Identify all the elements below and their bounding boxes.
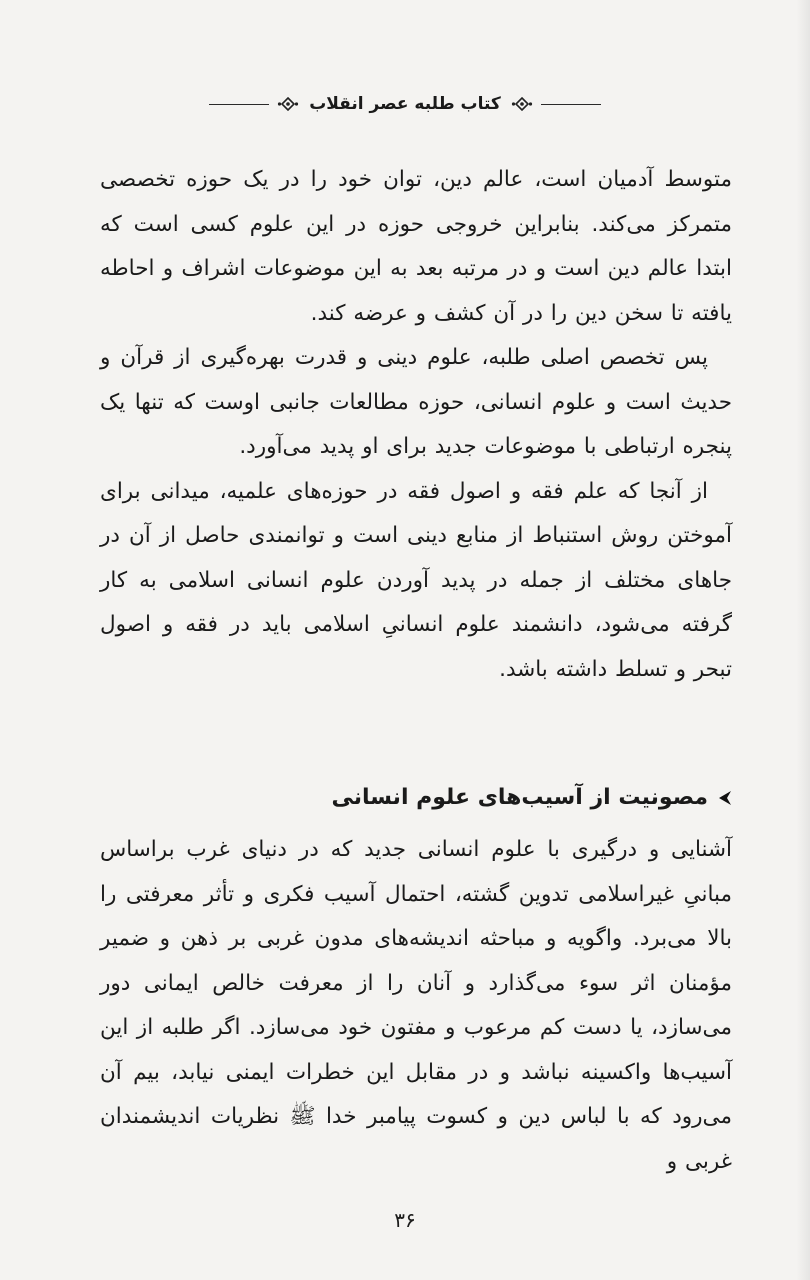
- running-header: [0, 86, 810, 122]
- ornament-icon: [511, 97, 533, 111]
- page-gutter-shadow: [796, 0, 810, 1280]
- paragraph: پس تخصص اصلی طلبه، علوم دینی و قدرت بهره‌گیری از قرآن و حدیث است و علوم انسانی، حوزه مطالعات جانبی اوست که تنها یک پنجره ارتباطی با موضوعات جدید برای او پدید می‌آورد.: [100, 345, 732, 459]
- body-text-section-one: [100, 158, 732, 692]
- running-header-title: کتاب طلبه عصر انقلاب: [309, 94, 501, 114]
- section-heading-text: مصونیت از آسیب‌های علوم انسانی: [331, 785, 708, 810]
- header-rule-left: [209, 104, 269, 105]
- ornament-icon: [277, 97, 299, 111]
- arrow-bullet-icon: [716, 790, 732, 806]
- paragraph: از آنجا که علم فقه و اصول فقه در حوزه‌های علمیه، میدانی برای آموختن روش استنباط از منابع دینی است و توانمندی حاصل از آن در جاهای مختلف از جمله در پدید آوردن علوم انسانی اسلامی به کار گرفته می‌شود، دانشمند علوم انسانیِ اسلامی باید در فقه و اصول تبحر و تسلط داشته باشد.: [100, 478, 732, 682]
- paragraph: آشنایی و درگیری با علوم انسانی جدید که در دنیای غرب براساس مبانیِ غیراسلامی تدوین گشته، احتمال آسیب فکری و تأثر معرفتی را بالا می‌برد. واگویه و مباحثه اندیشه‌های مدون غربی بر ذهن و ضمیر مؤمنان اثر سوء می‌گذارد و آنان را از معرفت خالص ایمانی دور می‌سازد، یا دست کم مرعوب و مفتون خود می‌سازد. اگر طلبه از این آسیب‌ها واکسینه نباشد و در مقابل این خطرات ایمنی نیابد، بیم آن می‌رود که با لباس دین و کسوت پیامبر خدا ﷺ نظریات اندیشمندان غربی و: [100, 837, 732, 1174]
- page-number: ۳۶: [394, 1208, 416, 1232]
- paragraph: متوسط آدمیان است، عالم دین، توان خود را در یک حوزه تخصصی متمرکز می‌کند. بنابراین خروجی حوزه در این علوم کسی است که ابتدا عالم دین است و در مرتبه بعد به این موضوعات اشراف و احاطه یافته تا سخن دین را در آن کشف و عرضه کند.: [100, 167, 732, 326]
- body-text-section-two: [100, 772, 732, 1184]
- header-rule-right: [541, 104, 601, 105]
- section-heading: [100, 772, 732, 824]
